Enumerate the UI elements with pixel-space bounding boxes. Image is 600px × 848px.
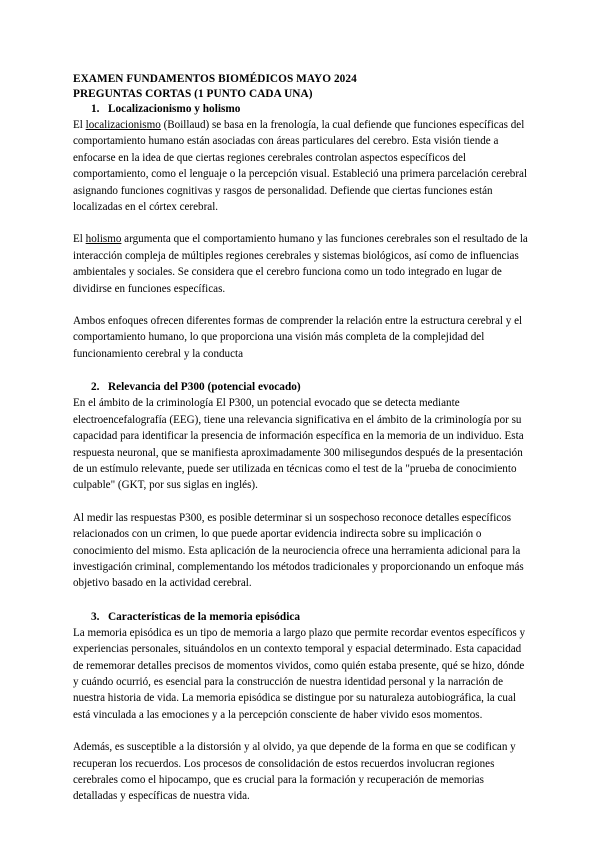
term-localizacionismo: localizacionismo	[85, 119, 161, 131]
section-1-paragraph-1	[73, 117, 530, 215]
section-2-title: Relevancia del P300 (potencial evocado)	[108, 381, 301, 394]
text-fragment: argumenta que el comportamiento humano y las funciones cerebrales son el resultado de la interacción compleja de múltiples regiones cerebrales y sistemas biológicos, así como de influencias ambientales y sociales. Se considera que el cerebro funciona como un todo integrado en lugar de dividirse en funciones específicas.	[73, 233, 528, 295]
text-fragment: El	[73, 233, 86, 246]
section-2-number: 2.	[91, 381, 100, 394]
section-2-paragraph-2: Al medir las respuestas P300, es posible determinar si un sospechoso reconoce detalles específicos relacionados con un crimen, lo que puede aportar evidencia indirecta sobre su implicación o conocimiento del mismo. Esta aplicación de la neurociencia ofrece una herramienta adicional para la investigación criminal, complementando los métodos tradicionales y proporcionando un enfoque más objetivo basado en la actividad cerebral.	[73, 511, 524, 590]
section-3-paragraph-1: La memoria episódica es un tipo de memoria a largo plazo que permite recordar eventos específicos y experiencias personales, situándolos en un contexto temporal y espacial determinado. Esta capacidad de rememorar detalles precisos de momentos vividos, como quién estaba presente, qué se hizo, dónde y cuándo ocurrió, es esencial para la construcción de nuestra identidad personal y la narración de nuestra historia de vida. La memoria episódica se distingue por su naturaleza autobiográfica, la cual está vinculada a las emociones y a la percepción consciente de haber vivido esos momentos.	[73, 626, 525, 721]
section-1-heading	[73, 102, 530, 117]
text-fragment: El	[73, 119, 86, 131]
section-2-heading	[73, 380, 530, 395]
exam-title: EXAMEN FUNDAMENTOS BIOMÉDICOS MAYO 2024	[73, 73, 357, 85]
exam-subtitle: PREGUNTAS CORTAS (1 PUNTO CADA UNA)	[73, 88, 313, 100]
text-fragment: (Boillaud) se basa en la frenología, la cual defiende que funciones específicas del comportamiento humano están asociadas con áreas particulares del cerebro. Esta visión tiende a enfocarse en la idea de que ciertas regiones cerebrales controlan aspectos específicos del comportamiento, como el lenguaje o la percepción visual. Estableció una primera parcelación cerebral asignando funciones cognitivas y rasgos de personalidad. Defiende que ciertas funciones están localizadas en el córtex cerebral.	[73, 119, 528, 214]
section-1-paragraph-3: Ambos enfoques ofrecen diferentes formas de comprender la relación entre la estructura cerebral y el comportamiento humano, lo que proporciona una visión más completa de la complejidad del funcionamiento cerebral y la conducta	[73, 315, 523, 360]
term-holismo: holismo	[85, 233, 122, 246]
section-1-number: 1.	[91, 103, 100, 115]
section-2-paragraph-1: En el ámbito de la criminología El P300, un potencial evocado que se detecta mediante electroencefalografía (EEG), tiene una relevancia significativa en el ámbito de la criminología por su capacidad para identificar la presencia de información específica en la memoria de un individuo. Esta respuesta neuronal, que se manifiesta aproximadamente 300 milisegundos después de la presentación de un estímulo relevante, puede ser utilizada en técnicas como el test de la "prueba de conocimiento culpable" (GKT, por sus siglas en inglés).	[73, 397, 524, 492]
section-1-title: Localizacionismo y holismo	[108, 103, 241, 115]
section-1-paragraph-2	[73, 231, 530, 297]
section-3-title: Características de la memoria episódica	[108, 610, 300, 623]
section-3-heading	[73, 610, 530, 625]
section-3-paragraph-2: Además, es susceptible a la distorsión y al olvido, ya que depende de la forma en que se codifican y recuperan los recuerdos. Los procesos de consolidación de estos recuerdos involucran regiones cerebrales como el hipocampo, que es crucial para la formación y recuperación de memorias detalladas y específicas de nuestra vida.	[73, 741, 516, 803]
section-3-number: 3.	[91, 610, 100, 623]
